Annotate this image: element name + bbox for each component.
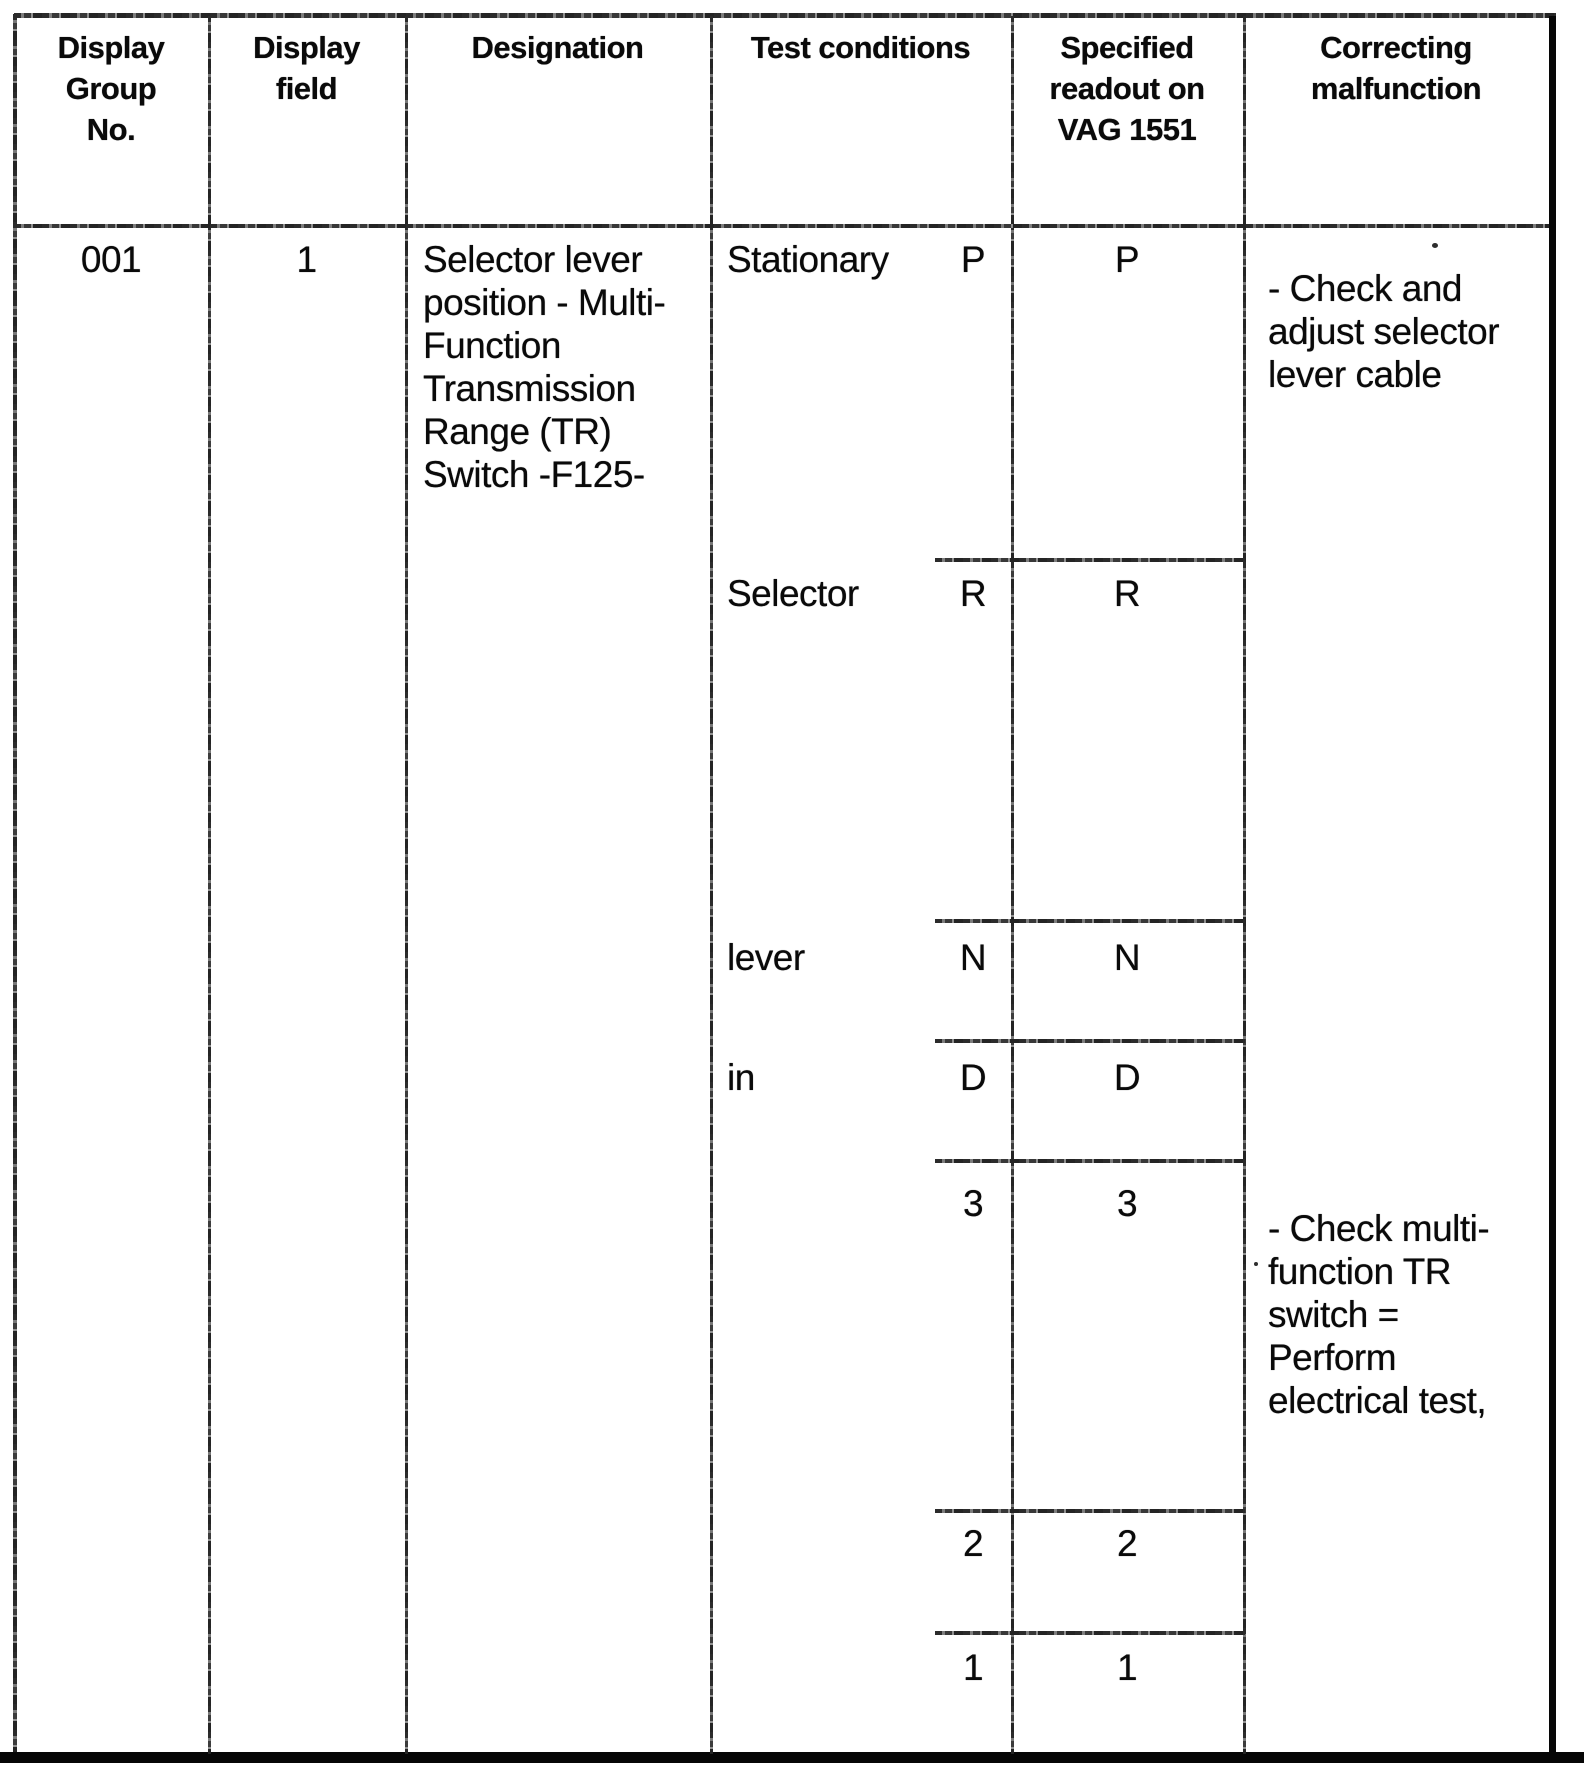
specified-readout-value: 3 <box>1116 1183 1138 1224</box>
header-display-group-no <box>14 27 208 150</box>
specified-readout-value: R <box>1113 573 1141 614</box>
condition-value: R <box>959 573 987 614</box>
display-group-no-value: 001 <box>80 239 142 280</box>
malfunction-line: electrical test, <box>1268 1380 1487 1421</box>
designation-line: Switch -F125- <box>423 454 645 495</box>
header-line: readout on <box>1049 71 1205 106</box>
condition-value: 1 <box>962 1647 984 1688</box>
designation-line: Function <box>423 325 561 366</box>
row-divider-d <box>935 1039 1245 1043</box>
specified-readout-value: 2 <box>1116 1523 1138 1564</box>
header-line: VAG 1551 <box>1057 112 1197 147</box>
specified-readout-value: P <box>1114 239 1140 280</box>
designation-line: position - Multi- <box>423 282 666 323</box>
table-border-right <box>1549 16 1556 1756</box>
specified-readout-value: N <box>1113 937 1141 978</box>
condition-label: Stationary <box>727 239 889 280</box>
table-border-bottom <box>0 1752 1584 1763</box>
malfunction-note-2 <box>1268 1207 1543 1422</box>
malfunction-line: lever cable <box>1268 354 1442 395</box>
row-divider-1 <box>935 1631 1245 1635</box>
specified-readout-value: 1 <box>1116 1647 1138 1688</box>
condition-label: Selector <box>727 573 859 614</box>
malfunction-line: switch = <box>1268 1294 1399 1335</box>
header-specified-readout <box>1011 27 1243 150</box>
condition-label: lever <box>727 937 805 978</box>
header-line: Test conditions <box>750 30 971 65</box>
malfunction-note-1 <box>1268 267 1543 396</box>
designation-text <box>423 238 708 496</box>
header-line: field <box>275 71 338 106</box>
scan-artifact-dot <box>1254 1262 1258 1266</box>
header-correcting-malfunction <box>1243 27 1549 109</box>
header-test-conditions <box>710 27 1011 68</box>
header-line: Specified <box>1060 30 1194 65</box>
header-line: Group <box>65 71 157 106</box>
malfunction-line: function TR <box>1268 1251 1452 1292</box>
header-line: Display <box>57 30 165 65</box>
designation-line: Transmission <box>423 368 636 409</box>
row-divider-n <box>935 919 1245 923</box>
header-divider <box>14 224 1549 228</box>
row-divider-2 <box>935 1509 1245 1513</box>
condition-value: N <box>959 937 987 978</box>
condition-value: 2 <box>962 1523 984 1564</box>
header-line: No. <box>86 112 136 147</box>
specified-readout-value: D <box>1113 1057 1141 1098</box>
header-designation <box>405 27 710 68</box>
column-divider-5 <box>1243 16 1246 1754</box>
condition-value: D <box>959 1057 987 1098</box>
malfunction-line: Perform <box>1268 1337 1397 1378</box>
header-display-field <box>208 27 405 109</box>
condition-value: 3 <box>962 1183 984 1224</box>
column-divider-3 <box>710 16 713 1754</box>
header-line: Correcting <box>1320 30 1472 65</box>
row-divider-3 <box>935 1159 1245 1163</box>
header-line: Designation <box>471 30 644 65</box>
condition-value: P <box>960 239 986 280</box>
table-border-top <box>14 13 1556 18</box>
row-divider-r <box>935 558 1245 562</box>
header-line: malfunction <box>1310 71 1482 106</box>
scan-artifact-dot <box>1432 243 1438 248</box>
designation-line: Range (TR) <box>423 411 612 452</box>
malfunction-line: - Check multi- <box>1268 1208 1490 1249</box>
header-line: Display <box>253 30 360 65</box>
malfunction-line: adjust selector <box>1268 311 1500 352</box>
column-divider-2 <box>405 16 408 1754</box>
designation-line: Selector lever <box>423 239 643 280</box>
condition-label: in <box>727 1057 755 1098</box>
malfunction-line: - Check and <box>1268 268 1462 309</box>
display-field-value: 1 <box>296 239 317 280</box>
